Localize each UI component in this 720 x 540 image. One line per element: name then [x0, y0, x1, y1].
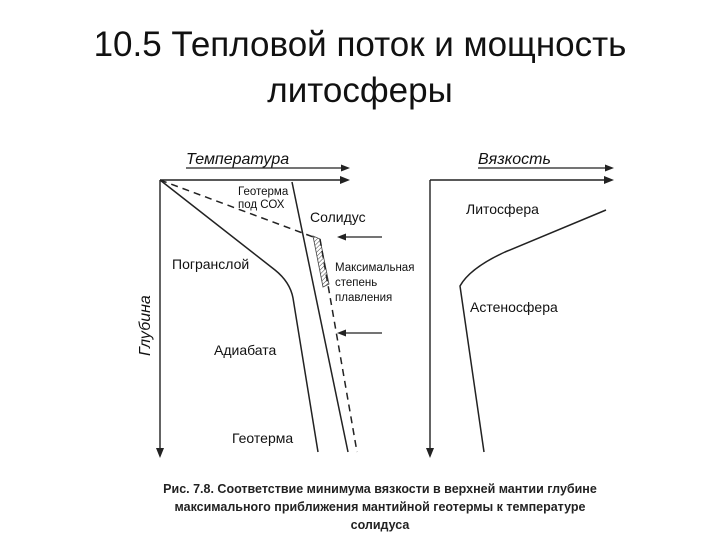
label-solidus: Солидус	[310, 209, 366, 225]
label-lithosphere: Литосфера	[466, 201, 539, 217]
viscosity-title-arrow	[605, 165, 614, 172]
temperature-axis-title: Температура	[186, 151, 290, 168]
temperature-title-arrow	[341, 165, 350, 172]
label-geotherm-mor-2: под СОХ	[238, 199, 285, 211]
temperature-axis-arrow	[340, 176, 350, 184]
right-panel	[426, 151, 614, 458]
depth-axis-arrow	[156, 448, 164, 458]
label-geotherm-mor-1: Геотерма	[238, 186, 289, 198]
caption-line-3: солидуса	[350, 518, 410, 532]
viscosity-axis-title: Вязкость	[478, 151, 551, 168]
label-max-melt-3: плавления	[335, 292, 393, 304]
left-panel	[137, 151, 414, 458]
label-geotherm: Геотерма	[232, 430, 294, 446]
max-melt-arrow-bottom-head	[337, 330, 346, 337]
caption-line-2: максимального приближения мантийной геотермы к температуре	[174, 500, 586, 514]
max-melt-arrow-top-head	[337, 234, 346, 241]
figure-caption	[120, 480, 640, 534]
viscosity-curve	[460, 210, 606, 452]
label-adiabat: Адиабата	[214, 342, 277, 358]
slide-title-line-1: 10.5 Тепловой поток и мощность	[93, 25, 627, 64]
caption-line-1: Рис. 7.8. Соответствие минимума вязкости в верхней мантии глубине	[163, 482, 597, 496]
geotherm-curve	[160, 180, 318, 452]
label-boundary-layer: Погранслой	[172, 256, 250, 272]
slide-title-line-2: литосферы	[267, 71, 453, 110]
label-max-melt-2: степень	[335, 277, 378, 289]
label-max-melt-1: Максимальная	[335, 262, 415, 274]
depth-axis-title: Глубина	[137, 295, 154, 356]
label-asthenosphere: Астеносфера	[470, 299, 558, 315]
right-depth-axis-arrow	[426, 448, 434, 458]
viscosity-axis-arrow	[604, 176, 614, 184]
